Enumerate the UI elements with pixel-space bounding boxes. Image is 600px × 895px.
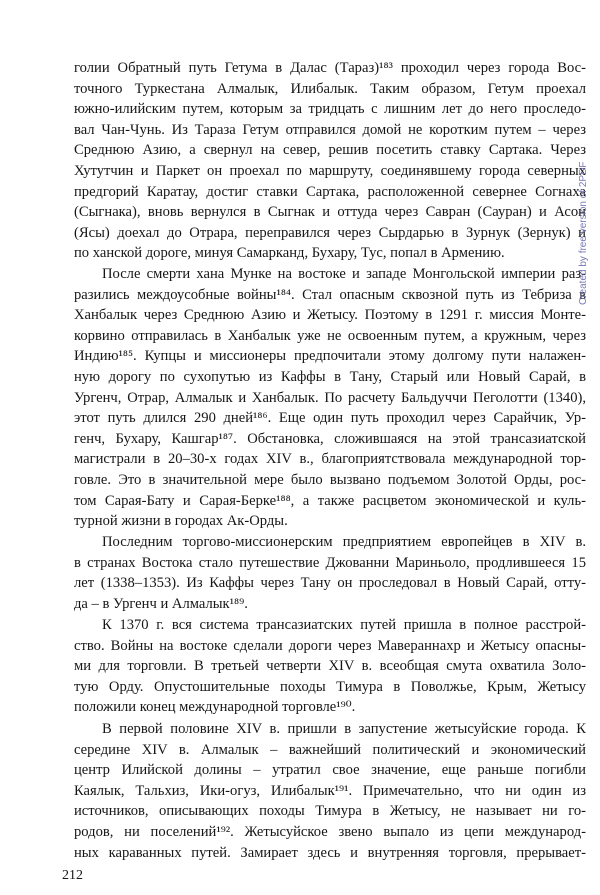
text-line: ных караванных путей. Замирает здесь и внутренняя торговля, прерывает- (74, 844, 586, 861)
text-line: предгорий Каратау, достиг ставки Сартака, расположенной севернее Согнаха (74, 183, 586, 200)
text-line: Ургенч, Отрар, Алмалык и Ханбалык. По расчету Бальдуччи Пеголотти (1340), (74, 389, 586, 406)
text-line: разились междоусобные войны¹⁸⁴. Стал опасным сквозной путь из Тебриза в (74, 286, 586, 303)
text-line: да – в Ургенч и Алмалык¹⁸⁹. (74, 595, 248, 612)
text-line: тую Орду. Опустошительные походы Тимура в Поволжье, Крым, Жетысу (74, 678, 586, 695)
text-line: южно-илийским путем, которым за тридцать с лишним лет до него проследо- (74, 101, 586, 118)
text-line: корвино отправилась в Ханбалык уже не освоенным путем, а кружным, через (74, 327, 586, 344)
text-line: После смерти хана Мунке на востоке и западе Монгольской империи раз- (102, 266, 586, 282)
paragraph-4 (74, 615, 586, 718)
text-line: середине XIV в. Алмалык – важнейший политический и экономический (74, 741, 586, 758)
watermark-area (578, 161, 592, 305)
text-line: Ханбалык через Среднюю Азию и Жетысу. Поэтому в 1291 г. миссия Монте- (74, 307, 586, 324)
text-line: родов, ни поселений¹⁹². Жетысуйское звено выпало из цепи международ- (74, 823, 586, 840)
text-line: (Ясы) доехал до Отрара, переправился через Сырдарью в Зурнук (Зернук) и (74, 224, 586, 241)
text-line: К 1370 г. вся система трансазиатских путей пришла в полное расстрой- (102, 617, 586, 633)
text-line: говле. Это в значительной мере было вызвано подъемом Золотой Орды, рос- (74, 471, 586, 488)
text-line: положили конец международной торговле¹⁹⁰. (74, 699, 356, 716)
text-line: центр Илийской долины – утратил свое значение, еще раньше погибли (74, 762, 586, 779)
text-line: Индию¹⁸⁵. Купцы и миссионеры предпочитали этому долгому пути налажен- (74, 348, 586, 365)
text-line: лет (1338–1353). Из Каффы через Тану он проследовал в Новый Сарай, отту- (74, 575, 586, 592)
paragraph-2 (74, 264, 586, 532)
text-line: ство. Войны на востоке сделали дороги через Мавераннахр и Жетысу опасны- (74, 637, 586, 654)
text-line: Хутутчин и Паркет он проехал по маршруту, соединявшему города северных (74, 162, 586, 179)
text-line: В первой половине XIV в. пришли в запустение жетысуйские города. К (102, 721, 586, 737)
paragraph-3 (74, 532, 586, 614)
text-line: генч, Бухару, Кашгар¹⁸⁷. Обстановка, сложившаяся на этой трансазиатской (74, 430, 586, 447)
text-line: голии Обратный путь Гетума в Далас (Тараз)¹⁸³ проходил через города Вос- (74, 60, 586, 76)
watermark-text: Created by free version of 2PDF (578, 161, 589, 305)
page-number: 212 (62, 868, 83, 883)
text-line: Каялык, Тальхиз, Ики-огуз, Илибалык¹⁹¹. Примечательно, что ни один из (74, 782, 586, 799)
text-line: магистрали в 20–30-х годах XIV в., благоприятствовала международной тор- (74, 451, 586, 468)
text-line: ную дорогу по сухопутью из Каффы в Тану, Старый или Новый Сарай, в (74, 368, 586, 385)
text-line: Среднюю Азию, а свернул на север, решив посетить ставку Сартака. Через (74, 142, 586, 159)
paragraph-1 (74, 58, 586, 264)
text-line: том Сарая-Бату и Сарая-Берке¹⁸⁸, а также расцветом экономической и куль- (74, 492, 586, 509)
text-line: вал Чан-Чунь. Из Тараза Гетум отправился домой не коротким путем – через (74, 121, 586, 138)
text-line: в странах Востока стало путешествие Джованни Мариньоло, продлившееся 15 (74, 554, 586, 571)
paragraph-5 (74, 719, 586, 863)
text-line: Последним торгово-миссионерским предприятием европейцев в XIV в. (102, 534, 586, 550)
text-line: по ханской дороге, минуя Самарканд, Бухару, Тус, попал в Армению. (74, 245, 505, 262)
text-line: турной жизни в городах Ак-Орды. (74, 513, 288, 530)
text-line: источников, описывающих походы Тимура в Жетысу, не называет ни го- (74, 803, 586, 820)
text-line: точного Туркестана Алмалык, Илибалык. Таким образом, Гетум проехал (74, 80, 586, 97)
text-line: ми для торговли. В третьей четверти XIV в. всеобщая смута охватила Золо- (74, 658, 586, 675)
text-line: (Сыгнака), вновь вернулся в Сыгнак и оттуда через Савран (Сауран) и Асон (74, 204, 586, 221)
text-line: этот путь длился 290 дней¹⁸⁶. Еще один путь проходил через Сарайчик, Ур- (74, 410, 586, 427)
